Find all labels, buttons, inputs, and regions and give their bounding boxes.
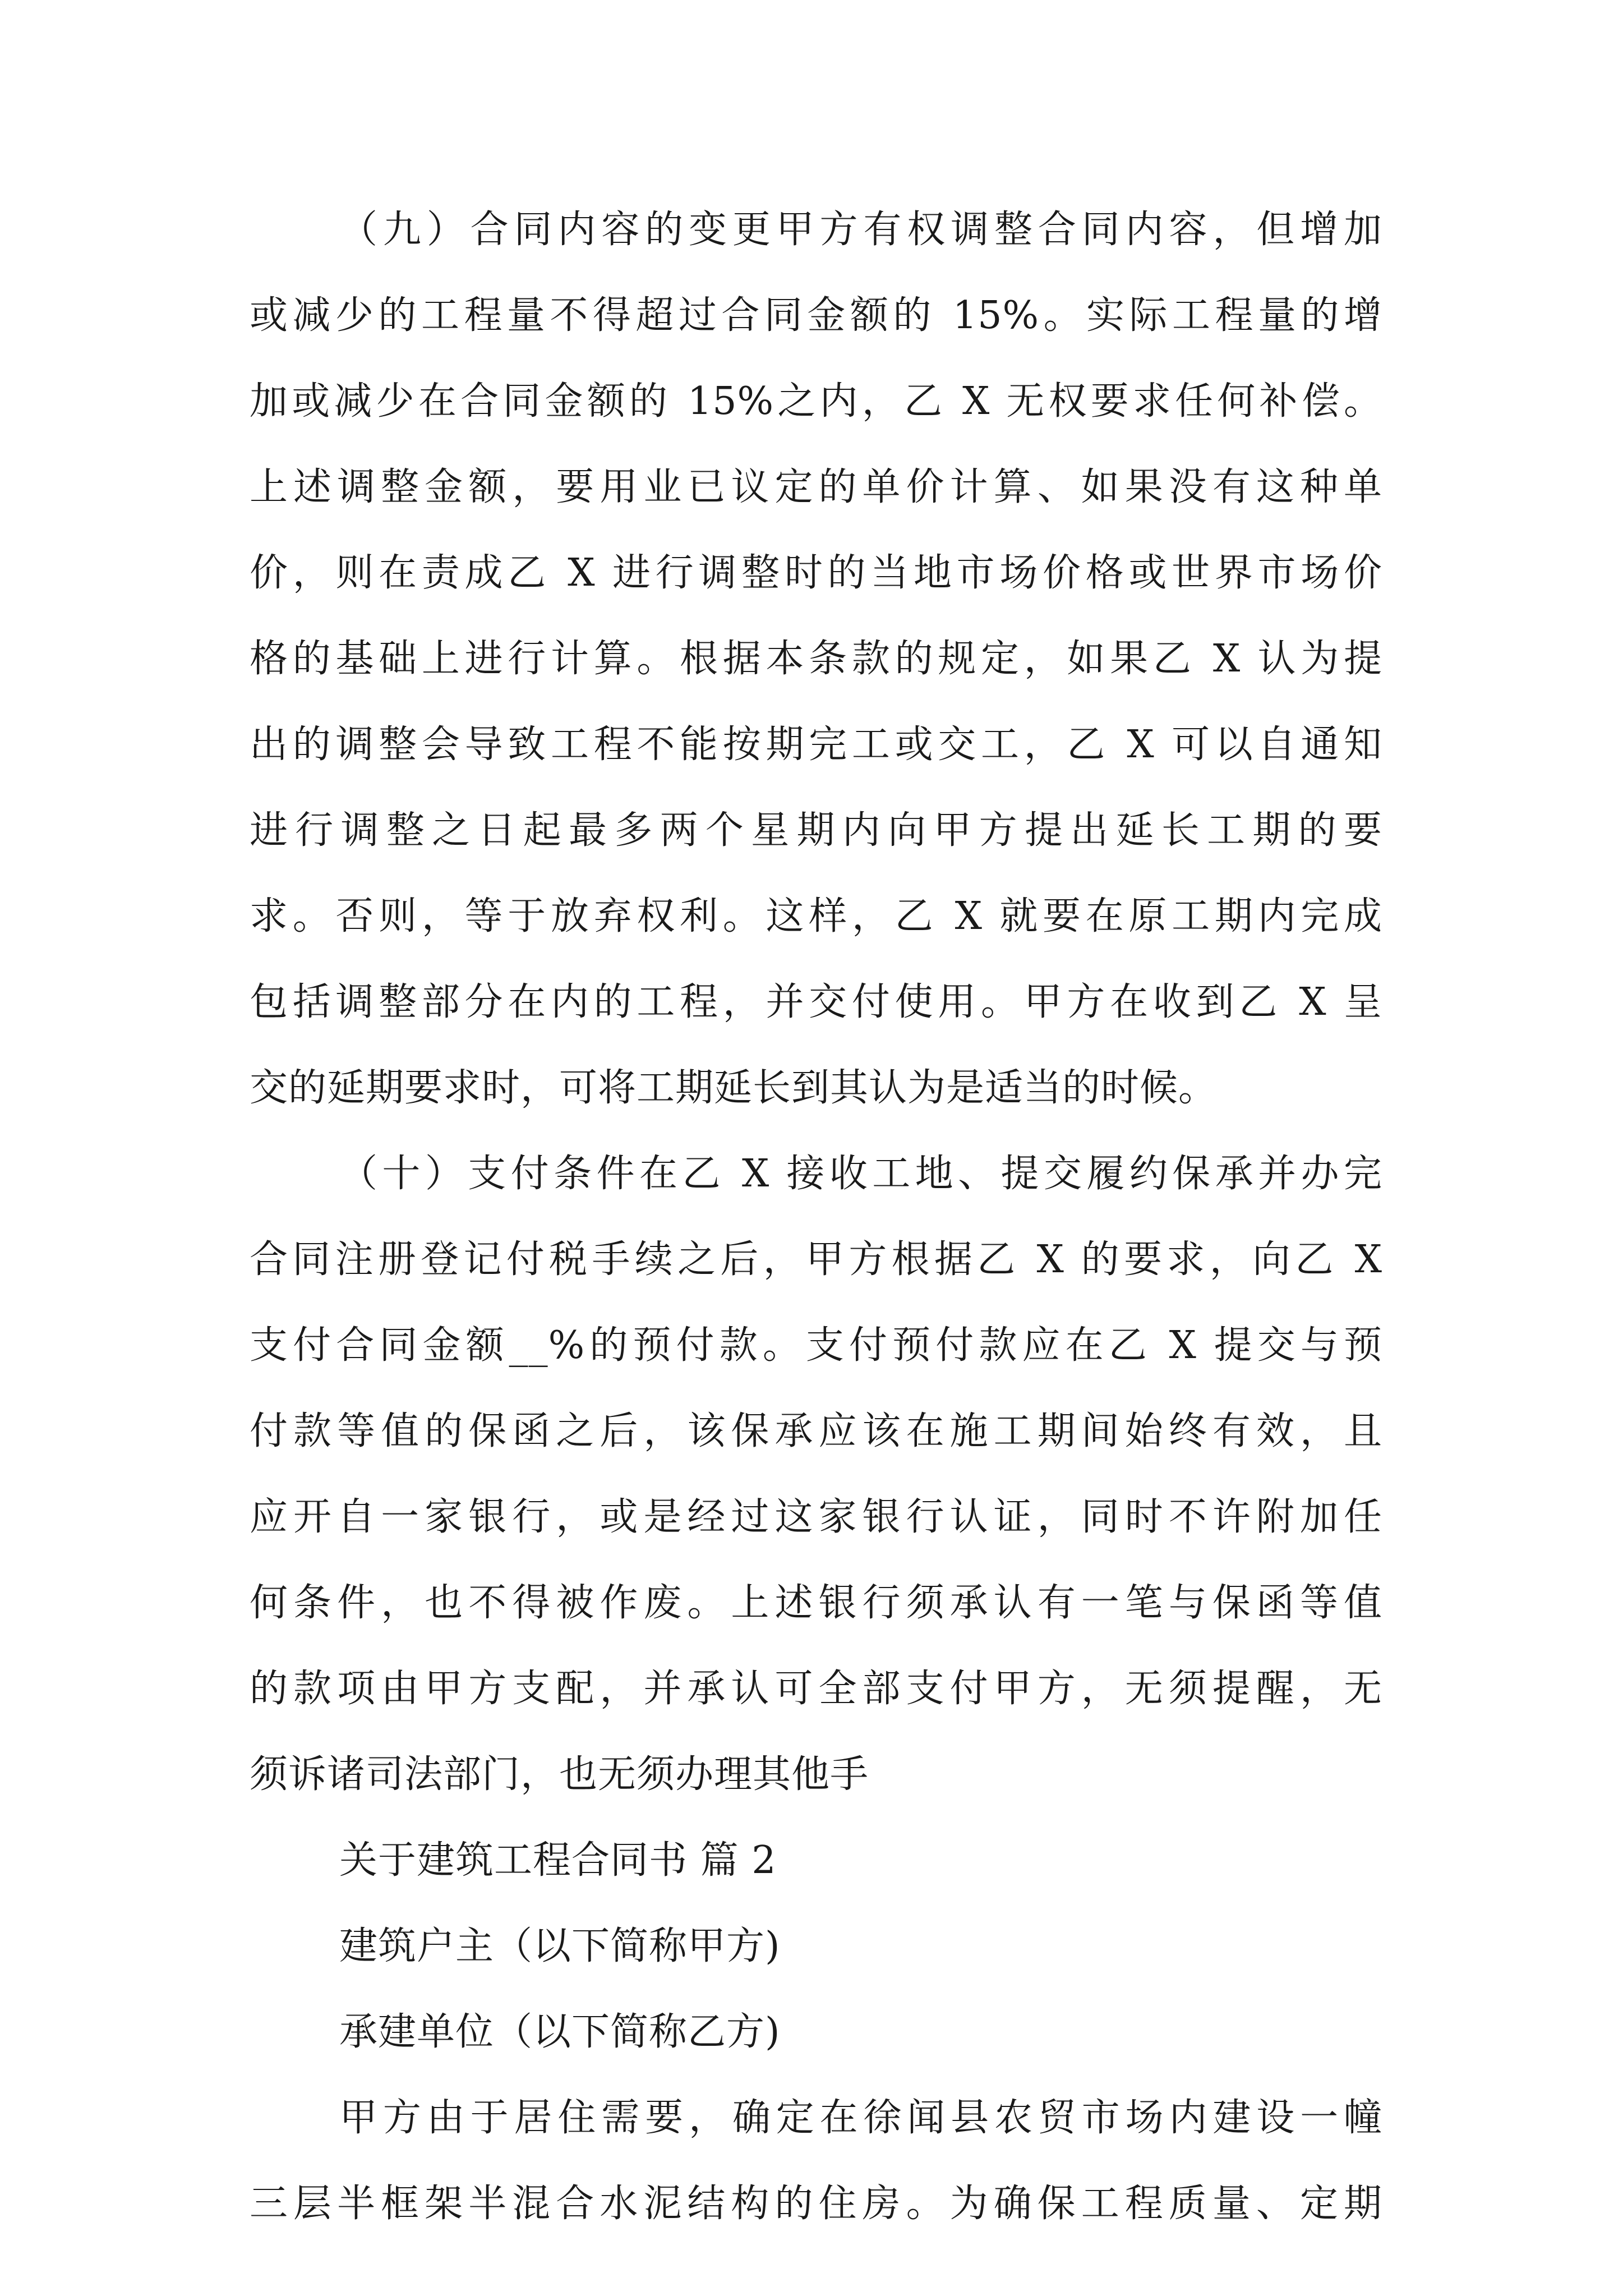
party-b-line: 承建单位（以下简称乙方) (339, 2010, 781, 2054)
paragraph-10-line-5: 应开自一家银行，或是经过这家银行认证，同时不许附加任 (250, 1495, 1382, 1539)
paragraph-10-line-2: 合同注册登记付税手续之后，甲方根据乙 X 的要求，向乙 X (250, 1237, 1382, 1282)
intro-paragraph-line-2: 三层半框架半混合水泥结构的住房。为确保工程质量、定期 (250, 2182, 1382, 2226)
section-heading: 关于建筑工程合同书 篇 2 (339, 1838, 777, 1883)
intro-paragraph-line-1: 甲方由于居住需要，确定在徐闻县农贸市场内建设一幢 (339, 2096, 1382, 2140)
paragraph-9-line-5: 价，则在责成乙 X 进行调整时的当地市场价格或世界市场价 (250, 551, 1382, 595)
paragraph-9-line-9: 求。否则，等于放弃权利。这样，乙 X 就要在原工期内完成 (250, 894, 1382, 938)
paragraph-9-line-7: 出的调整会导致工程不能按期完工或交工，乙 X 可以自通知 (250, 723, 1382, 767)
paragraph-10-line-6: 何条件，也不得被作废。上述银行须承认有一笔与保函等值 (250, 1581, 1382, 1625)
paragraph-9-line-11: 交的延期要求时，可将工期延长到其认为是适当的时候。 (250, 1066, 1218, 1110)
paragraph-9-line-8: 进行调整之日起最多两个星期内向甲方提出延长工期的要 (250, 808, 1382, 853)
paragraph-9-line-2: 或减少的工程量不得超过合同金额的 15%。实际工程量的增 (250, 293, 1382, 338)
paragraph-9-line-1: （九）合同内容的变更甲方有权调整合同内容，但增加 (339, 208, 1382, 252)
paragraph-9-line-6: 格的基础上进行计算。根据本条款的规定，如果乙 X 认为提 (250, 637, 1382, 681)
paragraph-9-line-10: 包括调整部分在内的工程，并交付使用。甲方在收到乙 X 呈 (250, 980, 1382, 1024)
paragraph-10-line-4: 付款等值的保函之后，该保承应该在施工期间始终有效，且 (250, 1409, 1382, 1453)
paragraph-10-line-3: 支付合同金额__%的预付款。支付预付款应在乙 X 提交与预 (250, 1323, 1382, 1368)
paragraph-9-line-3: 加或减少在合同金额的 15%之内，乙 X 无权要求任何补偿。 (250, 379, 1382, 424)
paragraph-10-line-8: 须诉诸司法部门，也无须办理其他手 (250, 1752, 869, 1797)
paragraph-9-line-4: 上述调整金额，要用业已议定的单价计算、如果没有这种单 (250, 465, 1382, 509)
party-a-line: 建筑户主（以下简称甲方) (339, 1924, 781, 1968)
paragraph-10-line-7: 的款项由甲方支配，并承认可全部支付甲方，无须提醒，无 (250, 1667, 1382, 1711)
paragraph-10-line-1: （十）支付条件在乙 X 接收工地、提交履约保承并办完 (339, 1152, 1382, 1196)
